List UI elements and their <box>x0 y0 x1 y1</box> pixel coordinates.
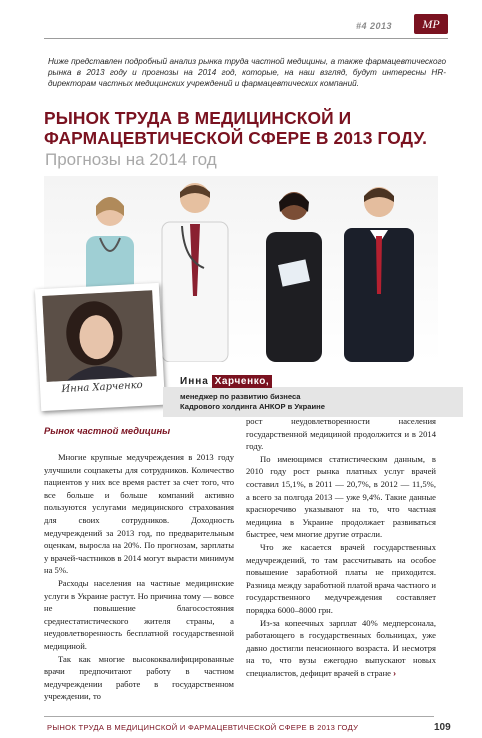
right-column <box>246 415 436 679</box>
expert-signature: Инна Харченко <box>61 379 143 396</box>
article-intro: Ниже представлен подробный анализ рынка труда частной медицины, а также фармацевтического рынка в 2013 году и прогнозы на 2014 год, которые, на наш взгляд, будут интересны HR-директорам частных медицинских учреждений и фармацевтических компаний. <box>48 57 446 88</box>
left-column <box>44 451 234 703</box>
expert-first-name: Инна <box>180 376 209 387</box>
expert-role-line-1: менеджер по развитию бизнеса <box>180 392 301 401</box>
paragraph: Что же касается врачей государственных медучреждений, то там рассчитывать на особое повышение заработной платы не приходится. Разница между заработной платой врача частного и государственного медучреждения составляет порядка 6000–8000 грн. <box>246 541 436 615</box>
footer-running-title: РЫНОК ТРУДА В МЕДИЦИНСКОЙ И ФАРМАЦЕВТИЧЕСКОЙ СФЕРЕ В 2013 ГОДУ <box>47 723 359 732</box>
businessman-figure <box>344 187 414 362</box>
doctor-figure <box>162 183 228 362</box>
expert-portrait-card <box>35 283 165 411</box>
expert-role <box>180 392 325 412</box>
paragraph: По имеющимся статистическим данным, в 2010 году рост рынка платных услуг врачей составил 15,1%, в 2011 — 20,7%, в 2012 — 11,5%, а всего за полгода 2013 — уже 9,4%. Такие данные красноречиво указывают на то, что частная медицина в Украине продолжает развиваться быстрее, чем многие другие отрасли. <box>246 453 436 540</box>
paragraph: Расходы населения на частные медицинские услуги в Украине растут. Но причина тому — вовсе не повышение благосостояния среднестатистического жителя страны, а неудовлетворенность бесплатной государственной медициной. <box>44 577 234 651</box>
article-title: РЫНОК ТРУДА В МЕДИЦИНСКОЙ И ФАРМАЦЕВТИЧЕСКОЙ СФЕРЕ В 2013 ГОДУ. <box>44 108 428 148</box>
page-number: 109 <box>434 722 451 733</box>
article-subtitle: Прогнозы на 2014 год <box>45 150 217 169</box>
paragraph <box>246 617 436 680</box>
expert-role-line-2: Кадрового холдинга АНКОР в Украине <box>180 402 325 411</box>
paragraph: Многие крупные медучреждения в 2013 году улучшили соцпакеты для сотрудников. Количество пациентов у них все время растет за счет того, что все больше и больше компаний активно пользуются услугами медицинского страхования для своих сотрудников. Доходность медучреждений за 2013 год, по предварительным оценкам, выросла на 20%. По прогнозам, зарплаты у врачей-частников в 2014 могут вырасти минимум на 5%. <box>44 452 234 576</box>
footer-divider <box>44 716 434 717</box>
expert-photo <box>42 290 156 382</box>
expert-photo-illustration <box>42 290 156 382</box>
header-divider <box>44 38 448 39</box>
paragraph: Так как многие высококвалифицированные врачи предпочитают работу в частном медучреждении работе в государственном учреждении, то <box>44 653 234 702</box>
paragraph: рост неудовлетворенности населения государственной медициной продолжится и в 2014 году. <box>246 416 436 452</box>
expert-name <box>180 376 272 387</box>
continue-arrow-icon: › <box>393 667 397 678</box>
paragraph-text: Из-за копеечных зарплат 40% медперсонала, работающего в государственных больницах, уже давно достигли пенсионного возраста. И несмотря на то, что вузы ежегодно выпускают новых специалистов, дефицит врачей в стране <box>246 617 436 678</box>
magazine-logo: MP <box>414 14 448 34</box>
issue-number: #4 2013 <box>356 21 393 31</box>
businesswoman-figure <box>266 192 322 362</box>
section-heading: Рынок частной медицины <box>44 425 171 436</box>
expert-last-name: Харченко, <box>212 375 273 388</box>
